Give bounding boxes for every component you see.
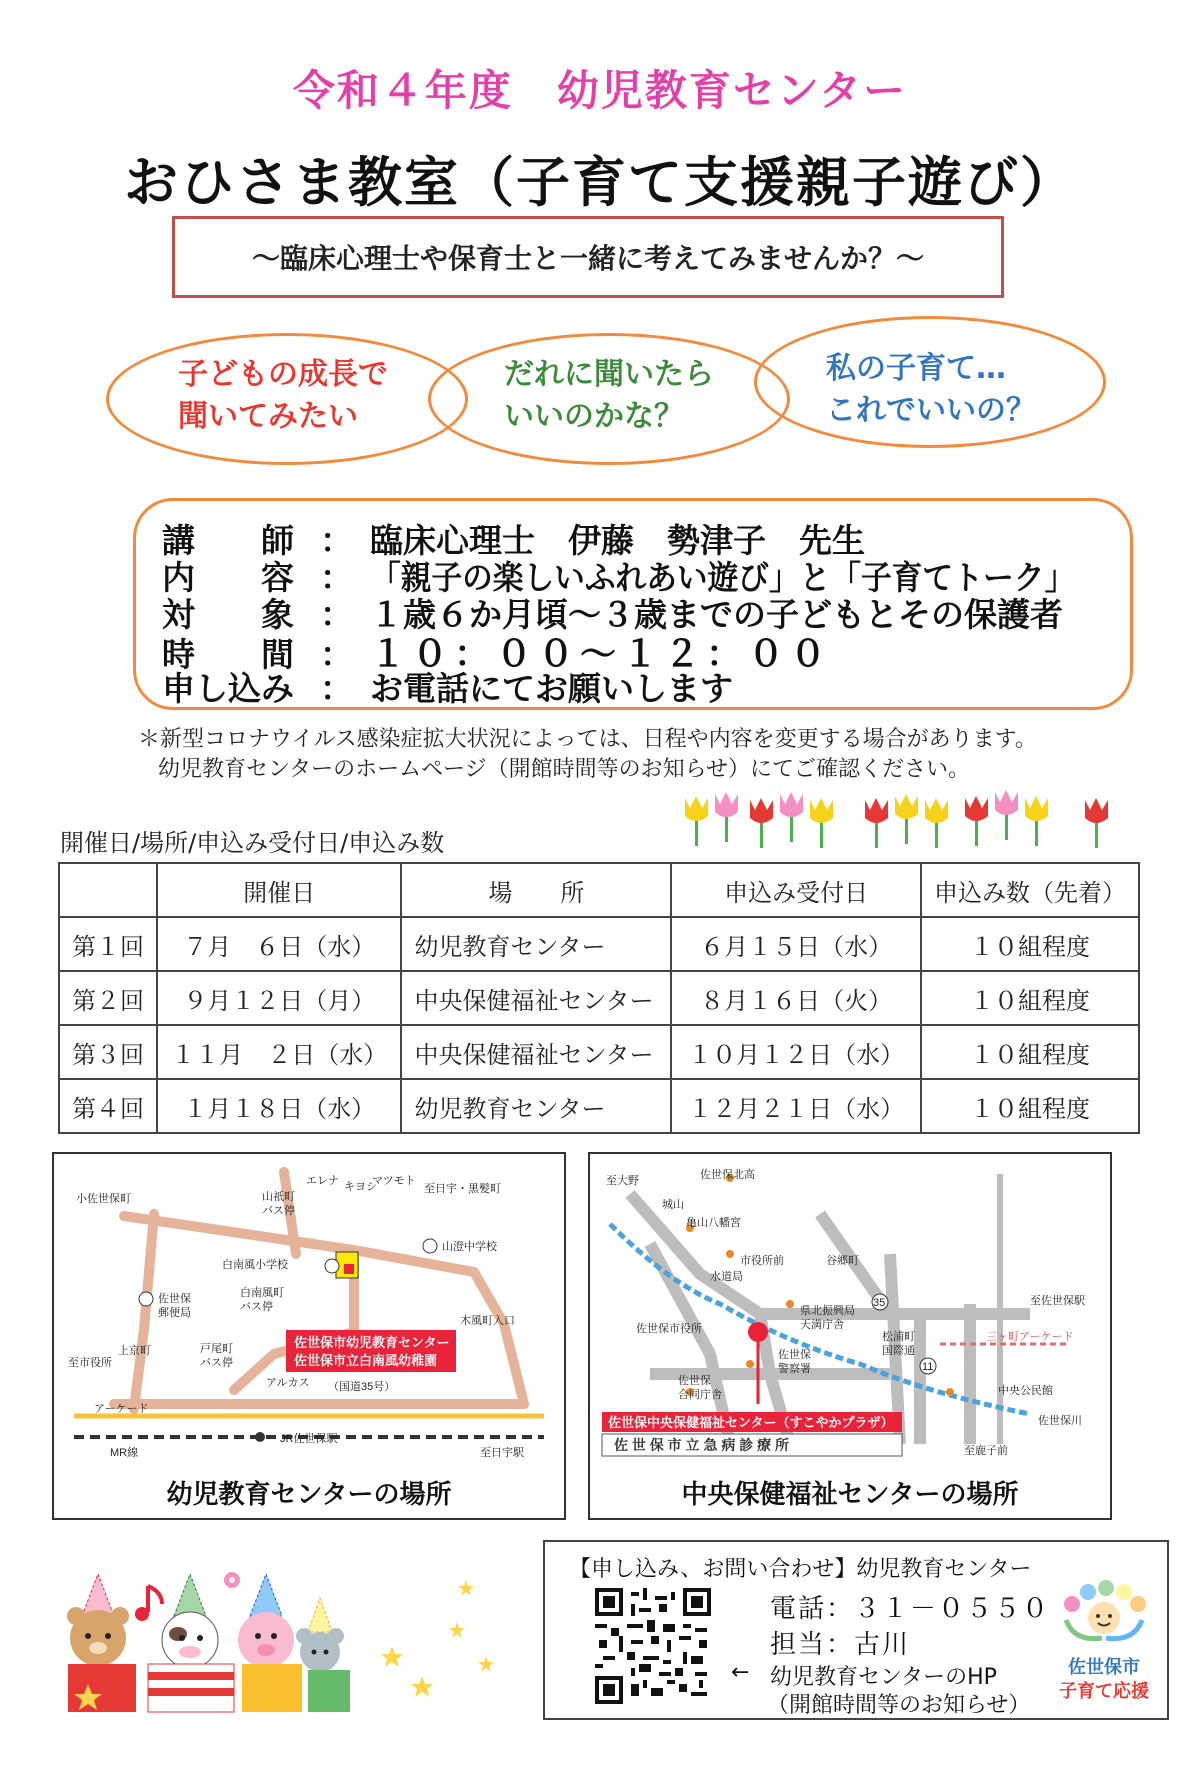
- map-label: 至鹿子前: [964, 1445, 1008, 1457]
- map-callout: 佐 世 保 市 立 急 病 診 療 所: [614, 1437, 790, 1453]
- map-label: 上京町: [118, 1345, 151, 1357]
- table-row: [59, 971, 1139, 1025]
- contact-hp: 幼児教育センターのHP: [770, 1665, 997, 1690]
- map-label: マツモト: [372, 1175, 416, 1187]
- map-label: 城山: [662, 1199, 684, 1211]
- table-cell: 第２回: [59, 971, 157, 1025]
- table-cell: 第１回: [59, 917, 157, 971]
- map-label: 県北振興局: [800, 1305, 855, 1317]
- logo-text: [1044, 1656, 1164, 1704]
- info-label: 申し込み: [162, 669, 294, 708]
- map-label: 中央公民館: [998, 1385, 1053, 1397]
- table-header: [59, 863, 157, 917]
- table-cell: ９月１２日（月）: [157, 971, 401, 1025]
- table-cell: １１月 ２日（水）: [157, 1025, 401, 1079]
- subtitle-text: ～臨床心理士や保育士と一緒に考えてみませんか？～: [251, 242, 924, 275]
- pig-icon: [238, 1574, 294, 1668]
- map-1-caption: 幼児教育センターの場所: [166, 1480, 452, 1510]
- map-label: エレナ: [306, 1175, 339, 1187]
- table-cell: １０組程度: [921, 1025, 1139, 1079]
- schedule-table: [58, 862, 1140, 1134]
- table-cell: １０組程度: [921, 971, 1139, 1025]
- map-label: JR佐世保駅: [280, 1433, 338, 1445]
- map-callout: 佐世保中央保健福祉センター（すこやかプラザ）: [608, 1415, 894, 1430]
- tulip-decoration: [672, 790, 1142, 850]
- map-label: 小佐世保町: [76, 1193, 131, 1205]
- map-label: 三ヶ町アーケード: [986, 1331, 1074, 1343]
- info-value: 「親子の楽しいふれあい遊び」と「子育てトーク」: [370, 558, 1076, 597]
- map-2-roads: [590, 1154, 1110, 1464]
- map-label: 亀山八幡宮: [686, 1217, 741, 1229]
- map-label: 木風町入口: [460, 1315, 515, 1327]
- info-colon: ：: [320, 595, 353, 634]
- map-2-caption: 中央保健福祉センターの場所: [681, 1480, 1019, 1510]
- contact-phone: 電話：３１－０５５０: [770, 1594, 1051, 1624]
- table-cell: 第４回: [59, 1079, 157, 1133]
- map-label: 天満庁舎: [800, 1319, 844, 1331]
- cow-icon: [162, 1574, 218, 1668]
- table-cell: ８月１６日（火）: [671, 971, 921, 1025]
- map-label: 11: [922, 1361, 934, 1373]
- map-label: キヨシ: [344, 1181, 377, 1193]
- logo-line: 佐世保市: [1068, 1657, 1140, 1678]
- map-early-education-center: [52, 1152, 566, 1520]
- sasebo-childcare-logo: [1044, 1580, 1164, 1650]
- table-cell: １０月１２日（水）: [671, 1025, 921, 1079]
- table-cell: 第３回: [59, 1025, 157, 1079]
- map-label: 35: [873, 1297, 886, 1309]
- map-label: 国際通: [882, 1345, 915, 1357]
- table-header-row: [59, 863, 1139, 917]
- info-label: 講 師: [162, 521, 294, 560]
- notice-line-1: ＊新型コロナウイルス感染症拡大状況によっては、日程や内容を変更する場合があります。: [138, 727, 1037, 752]
- map-label: 山祇町: [262, 1191, 295, 1203]
- contact-title: 【申し込み、お問い合わせ】幼児教育センター: [569, 1557, 1032, 1582]
- table-header: 場 所: [401, 863, 671, 917]
- bubble-line: 私の子育て…: [826, 351, 1006, 386]
- schedule-caption: 開催日/場所/申込み受付日/申込み数: [60, 829, 445, 857]
- table-header: 申込み受付日: [671, 863, 921, 917]
- map-label: 佐世保: [678, 1375, 711, 1387]
- arrow-left-icon: ←: [731, 1660, 750, 1685]
- table-cell: 中央保健福祉センター: [401, 971, 671, 1025]
- bubble-line: 聞いてみたい: [178, 399, 358, 434]
- bubble-parenting-text: [826, 348, 1036, 432]
- table-cell: １月１８日（水）: [157, 1079, 401, 1133]
- table-row: [59, 917, 1139, 971]
- map-label: 戸尾町: [200, 1343, 233, 1355]
- map-label: 白南風小学校: [222, 1259, 288, 1271]
- map-label: 至大野: [606, 1175, 639, 1187]
- animal-train-illustration: [62, 1556, 522, 1736]
- map-label: バス停: [200, 1357, 233, 1369]
- table-cell: ６月１５日（水）: [671, 917, 921, 971]
- subtitle-box: [172, 216, 1004, 298]
- map-label: 山澄中学校: [442, 1241, 497, 1253]
- map-label: 谷郷町: [826, 1255, 859, 1267]
- flower-icon: [224, 1572, 240, 1588]
- table-header: 申込み数（先着）: [921, 863, 1139, 917]
- info-colon: ：: [320, 521, 353, 560]
- table-header: 開催日: [157, 863, 401, 917]
- qr-code-icon[interactable]: [595, 1588, 711, 1704]
- notice-line-2: 幼児教育センターのホームページ（開館時間等のお知らせ）にてご確認ください。: [158, 757, 971, 782]
- smiling-faces-icon: [1064, 1580, 1146, 1639]
- info-colon: ：: [320, 558, 353, 597]
- page-title: おひさま教室（子育て支援親子遊び）: [124, 151, 1076, 214]
- map-label: 市役所前: [740, 1255, 784, 1267]
- bubble-line: 子どもの成長で: [178, 357, 388, 392]
- map-label: アルカス: [266, 1377, 310, 1389]
- map-callout: 佐世保市幼児教育センター: [294, 1335, 450, 1350]
- map-label: 松浦町: [882, 1331, 915, 1343]
- info-value: １歳６か月頃～３歳までの子どもとその保護者: [370, 595, 1063, 634]
- map-1-roads: [54, 1154, 564, 1464]
- map-callout: 佐世保市立白南風幼稚園: [294, 1353, 438, 1368]
- info-box: [133, 498, 1133, 710]
- map-label: MR線: [110, 1447, 139, 1459]
- map-label: 佐世保: [158, 1293, 191, 1305]
- info-value: お電話にてお願いします: [370, 669, 733, 708]
- map-health-welfare-center: [588, 1152, 1112, 1520]
- info-label: 対 象: [162, 595, 294, 634]
- contact-hp-note: （開館時間等のお知らせ）: [767, 1693, 1031, 1718]
- year-title: 令和４年度 幼児教育センター: [292, 66, 908, 115]
- info-label: 内 容: [162, 558, 294, 597]
- bubble-who-text: [504, 354, 714, 438]
- bubble-line: いいのかな？: [504, 399, 684, 434]
- table-cell: １２月２１日（水）: [671, 1079, 921, 1133]
- map-label: バス停: [240, 1301, 273, 1313]
- map-label: 至日宇・黒髪町: [424, 1183, 501, 1195]
- map-label: 至佐世保駅: [1030, 1295, 1085, 1307]
- map-label: 警察署: [778, 1363, 811, 1375]
- map-label: 佐世保市役所: [636, 1323, 702, 1335]
- info-value: 臨床心理士 伊藤 勢津子 先生: [370, 521, 865, 560]
- info-value: １０：００～１２：００: [370, 634, 833, 675]
- table-cell: 幼児教育センター: [401, 917, 671, 971]
- map-label: 水道局: [710, 1271, 743, 1283]
- map-label: 合同庁舎: [678, 1389, 722, 1401]
- map-label: 佐世保川: [1038, 1415, 1082, 1427]
- info-colon: ：: [320, 635, 353, 674]
- map-label: アーケード: [94, 1403, 149, 1415]
- map-label: 至市役所: [68, 1357, 112, 1369]
- bear-icon: [67, 1574, 129, 1666]
- table-cell: ７月 ６日（水）: [157, 917, 401, 971]
- info-label: 時 間: [162, 635, 294, 674]
- tulip-icon: [685, 790, 1108, 848]
- table-row: [59, 1025, 1139, 1079]
- logo-line: 子育て応援: [1059, 1681, 1149, 1702]
- mouse-icon: [296, 1598, 344, 1672]
- music-note-icon: [135, 1586, 162, 1621]
- table-row: [59, 1079, 1139, 1133]
- info-colon: ：: [320, 669, 353, 708]
- map-label: 佐世保北高: [700, 1169, 755, 1181]
- bubble-growth-text: [178, 354, 388, 438]
- map-label: 郵便局: [158, 1307, 191, 1319]
- map-label: （国道35号）: [328, 1381, 396, 1393]
- map-label: 佐世保: [778, 1349, 811, 1361]
- table-cell: １０組程度: [921, 1079, 1139, 1133]
- table-cell: 幼児教育センター: [401, 1079, 671, 1133]
- map-label: 白南風町: [240, 1287, 284, 1299]
- table-cell: １０組程度: [921, 917, 1139, 971]
- map-label: 至日宇駅: [480, 1447, 524, 1459]
- contact-person: 担当：古川: [770, 1630, 911, 1660]
- info-apply: [162, 663, 733, 710]
- map-label: バス停: [262, 1205, 295, 1217]
- bubble-line: だれに聞いたら: [504, 357, 714, 392]
- table-cell: 中央保健福祉センター: [401, 1025, 671, 1079]
- bubble-line: これでいいの？: [826, 393, 1036, 428]
